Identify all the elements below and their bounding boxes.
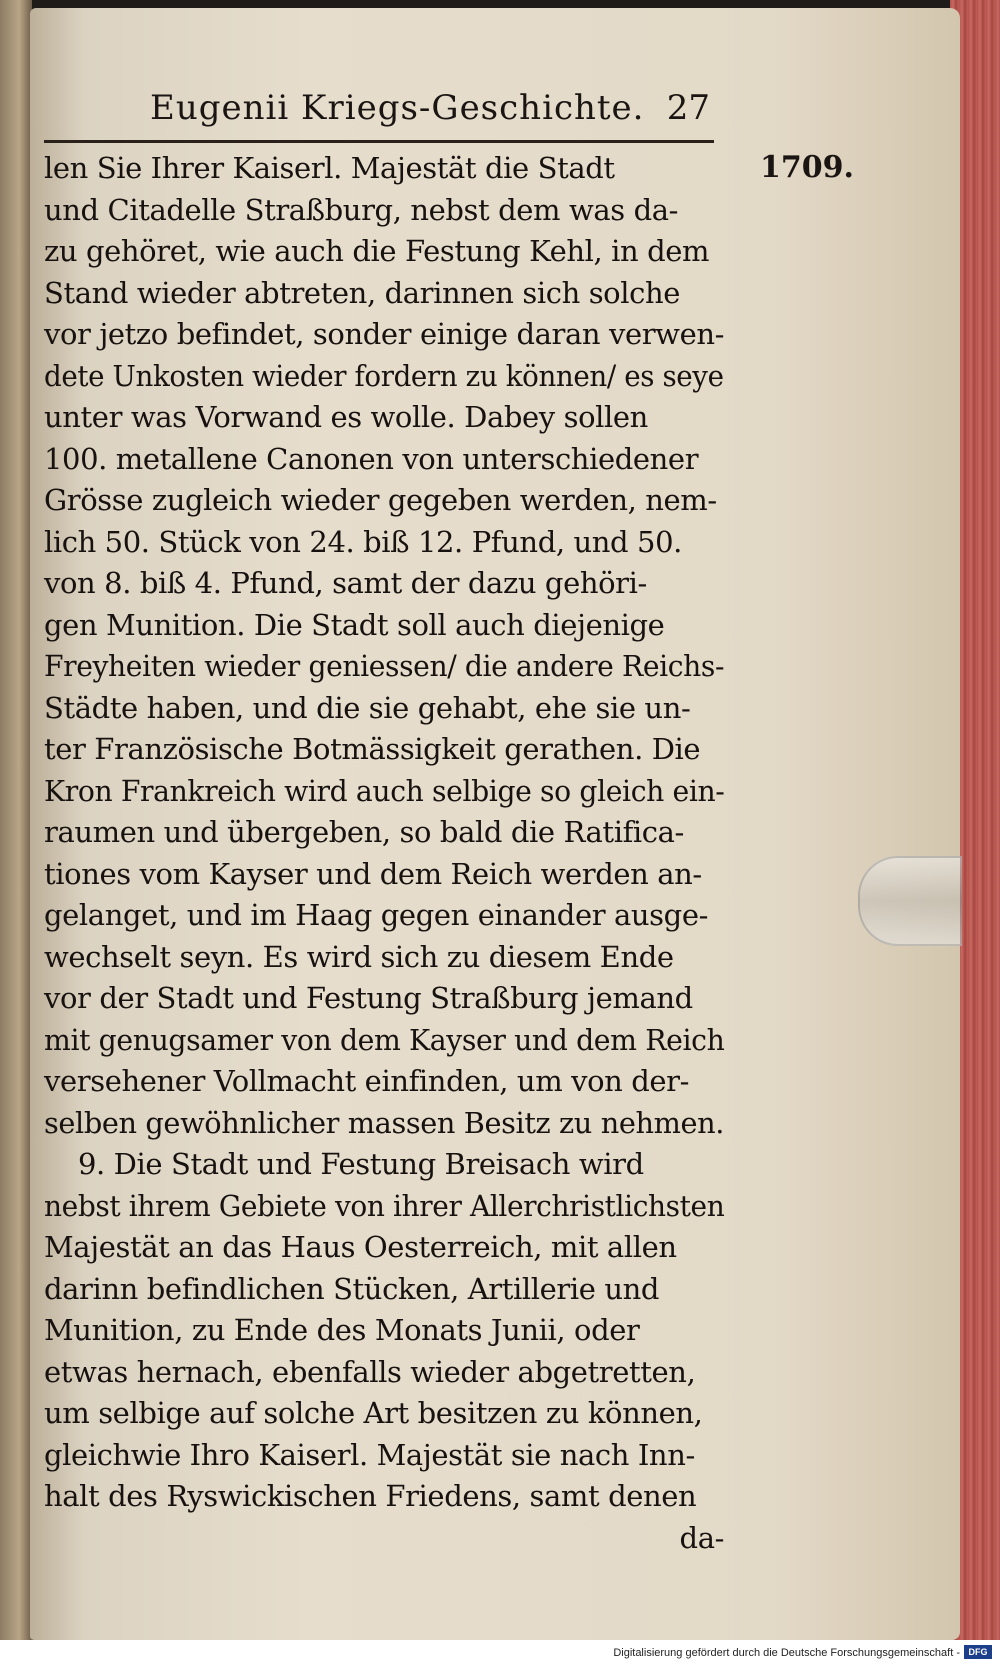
text-line: Kron Frankreich wird auch selbige so gleich ein- — [44, 773, 725, 808]
text-line: wechselt seyn. Es wird sich zu diesem Ende — [44, 939, 674, 974]
text-line: Majestät an das Haus Oesterreich, mit allen — [44, 1230, 677, 1264]
text-line: Stand wieder abtreten, darinnen sich solche — [44, 275, 680, 310]
text-line: nebst ihrem Gebiete von ihrer Allerchristlichsten — [44, 1188, 725, 1223]
text-line: len Sie Ihrer Kaiserl. Majestät die Stadt — [44, 151, 615, 185]
body-text — [44, 148, 724, 1559]
text-line: Freyheiten wieder geniessen/ die andere Reichs- — [44, 649, 725, 683]
text-line: Städte haben, und die sie gehabt, ehe sie un- — [44, 690, 691, 725]
header-rule — [44, 140, 714, 143]
dfg-logo: DFG — [964, 1645, 992, 1659]
text-line: tiones vom Kayser und dem Reich werden an- — [44, 856, 702, 891]
text-line: gelanget, und im Haag gegen einander ausge- — [44, 898, 708, 932]
running-title: Eugenii Kriegs-Geschichte. — [150, 88, 645, 128]
text-line: selben gewöhnlicher massen Besitz zu nehmen. — [44, 1105, 725, 1140]
running-head — [150, 88, 710, 144]
page-holder-clip — [858, 856, 962, 946]
text-line: gleichwie Ihro Kaiserl. Majestät sie nach Inn- — [44, 1437, 695, 1472]
footer-credit: Digitalisierung gefördert durch die Deutsche Forschungsgemeinschaft - — [613, 1647, 960, 1659]
text-line: um selbige auf solche Art besitzen zu können, — [44, 1396, 703, 1430]
text-line: halt des Ryswickischen Friedens, samt denen — [44, 1479, 697, 1513]
text-line: gen Munition. Die Stadt soll auch diejenige — [44, 607, 665, 642]
text-line: versehener Vollmacht einfinden, um von der- — [44, 1064, 690, 1098]
text-line: vor der Stadt und Festung Straßburg jemand — [44, 981, 693, 1015]
marginal-year: 1709. — [760, 150, 854, 185]
text-line: da- — [679, 1520, 724, 1555]
text-line: raumen und übergeben, so bald die Ratifica- — [44, 815, 684, 849]
text-line: vor jetzo befindet, sonder einige daran verwen- — [44, 317, 725, 351]
text-line: mit genugsamer von dem Kayser und dem Reich — [44, 1022, 725, 1057]
text-line: 9. Die Stadt und Festung Breisach wird — [78, 1147, 644, 1181]
text-line: lich 50. Stück von 24. biß 12. Pfund, und 50. — [44, 524, 682, 559]
text-line: ter Französische Botmässigkeit gerathen. Die — [44, 732, 701, 766]
text-line: Munition, zu Ende des Monats Junii, oder — [44, 1313, 640, 1347]
page-number: 27 — [666, 88, 710, 128]
text-line: und Citadelle Straßburg, nebst dem was da- — [44, 192, 679, 227]
text-line: 100. metallene Canonen von unterschiedener — [44, 441, 699, 476]
text-line: Grösse zugleich wieder gegeben werden, nem- — [44, 483, 717, 517]
text-line: von 8. biß 4. Pfund, samt der dazu gehöri- — [44, 566, 647, 600]
text-line: dete Unkosten wieder fordern zu können/ es seye — [44, 358, 724, 393]
left-page-edge — [0, 0, 32, 1640]
text-line: zu gehöret, wie auch die Festung Kehl, in dem — [44, 234, 710, 268]
text-line: unter was Vorwand es wolle. Dabey sollen — [44, 400, 648, 434]
text-line: etwas hernach, ebenfalls wieder abgetretten, — [44, 1354, 696, 1389]
text-line: darinn befindlichen Stücken, Artillerie und — [44, 1271, 660, 1306]
